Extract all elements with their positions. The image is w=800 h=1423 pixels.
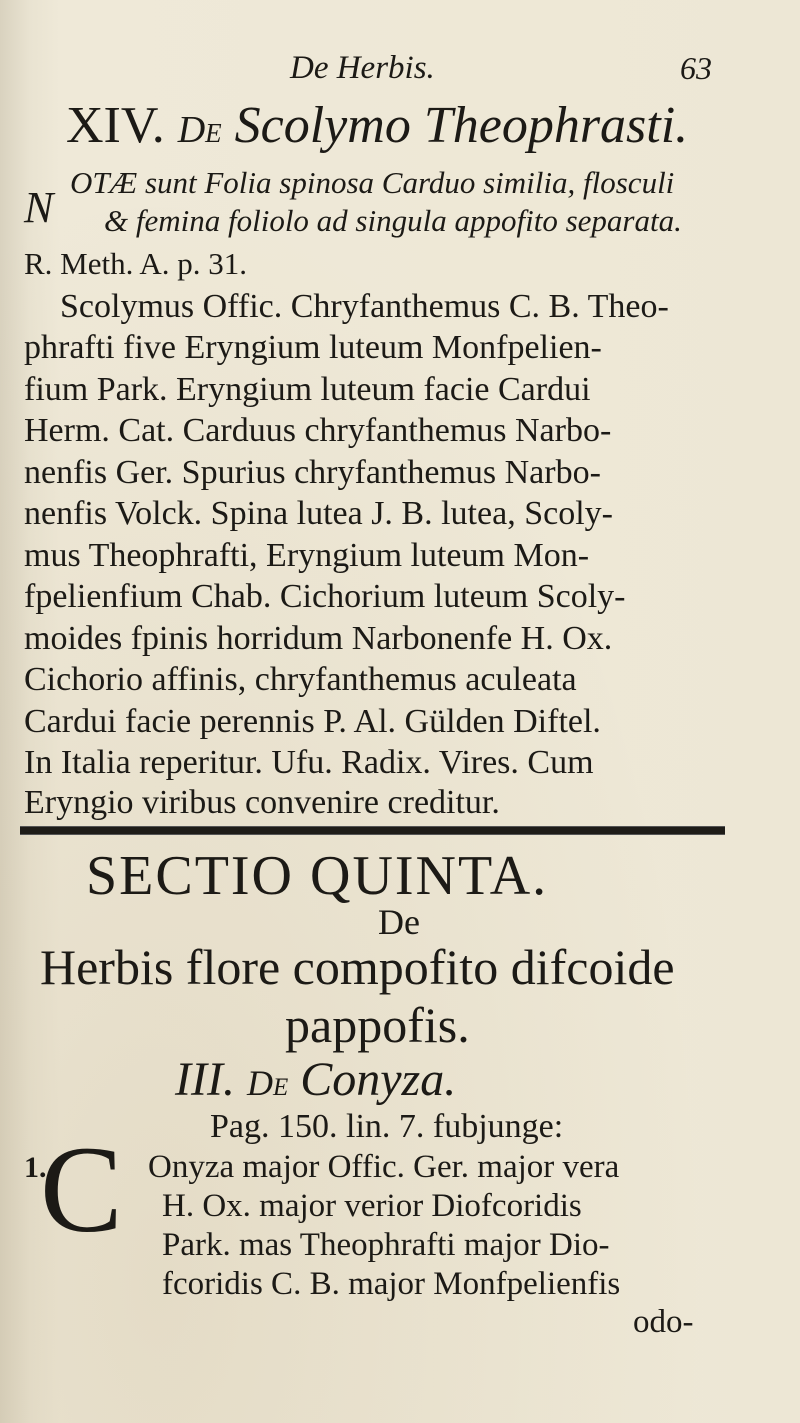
- conyza-line: Onyza major Offic. Ger. major vera: [148, 1149, 620, 1185]
- section-heading-de: De: [177, 109, 222, 151]
- conyza-line: fcoridis C. B. major Monfpelienfis: [162, 1266, 621, 1302]
- drop-cap-c: C: [40, 1121, 123, 1258]
- reference-line: R. Meth. A. p. 31.: [24, 246, 248, 281]
- section-number: XIV.: [66, 97, 165, 154]
- catchword: odo-: [633, 1304, 694, 1340]
- intro-line-1: OTÆ sunt Folia spinosa Carduo similia, flosculi: [70, 165, 675, 200]
- marginal-number: 1.: [24, 1151, 47, 1184]
- conyza-line: H. Ox. major verior Diofcoridis: [162, 1188, 582, 1224]
- body-line: nenfis Ger. Spurius chryfanthemus Narbo-: [24, 454, 601, 491]
- body-line: phrafti five Eryngium luteum Monfpelien-: [24, 329, 602, 366]
- body-line: Cichorio affinis, chryfanthemus aculeata: [24, 661, 577, 698]
- body-line: moides fpinis horridum Narbonenfe H. Ox.: [24, 620, 613, 657]
- body-line: mus Theophrafti, Eryngium luteum Mon-: [24, 537, 590, 574]
- section-heading-xiv: [66, 97, 689, 154]
- chapter-number: III.: [175, 1053, 235, 1106]
- section-divider-rule: [20, 826, 725, 835]
- drop-cap-n: N: [24, 183, 54, 232]
- sectio-de: De: [378, 902, 420, 942]
- chapter-title: Conyza.: [300, 1053, 457, 1106]
- page-number: 63: [680, 50, 712, 86]
- body-line: nenfis Volck. Spina lutea J. B. lutea, Scoly-: [24, 495, 613, 532]
- intro-line-2: & femina foliolo ad singula appofito separata.: [104, 203, 682, 238]
- chapter-heading: [175, 1053, 457, 1106]
- running-head-title: De Herbis.: [290, 50, 435, 86]
- sectio-subtitle-1: Herbis flore compofito difcoide: [40, 939, 675, 995]
- conyza-line: Park. mas Theophrafti major Dio-: [162, 1227, 610, 1263]
- body-line: Cardui facie perennis P. Al. Gülden Diftel.: [24, 703, 601, 740]
- chapter-heading-de: De: [246, 1063, 289, 1103]
- body-line: Eryngio viribus convenire creditur.: [24, 784, 500, 821]
- body-line: fpelienfium Chab. Cichorium luteum Scoly-: [24, 578, 626, 615]
- section-title: Scolymo Theophrasti.: [234, 97, 689, 154]
- body-line: Herm. Cat. Carduus chryfanthemus Narbo-: [24, 412, 612, 449]
- addendum-note: Pag. 150. lin. 7. fubjunge:: [210, 1108, 564, 1145]
- body-line: Scolymus Offic. Chryfanthemus C. B. Theo-: [60, 288, 669, 325]
- body-line: fium Park. Eryngium luteum facie Cardui: [24, 371, 591, 408]
- sectio-subtitle-2: pappofis.: [285, 997, 470, 1053]
- sectio-quinta-heading: SECTIO QUINTA.: [86, 845, 549, 907]
- body-line: In Italia reperitur. Ufu. Radix. Vires. Cum: [24, 744, 594, 781]
